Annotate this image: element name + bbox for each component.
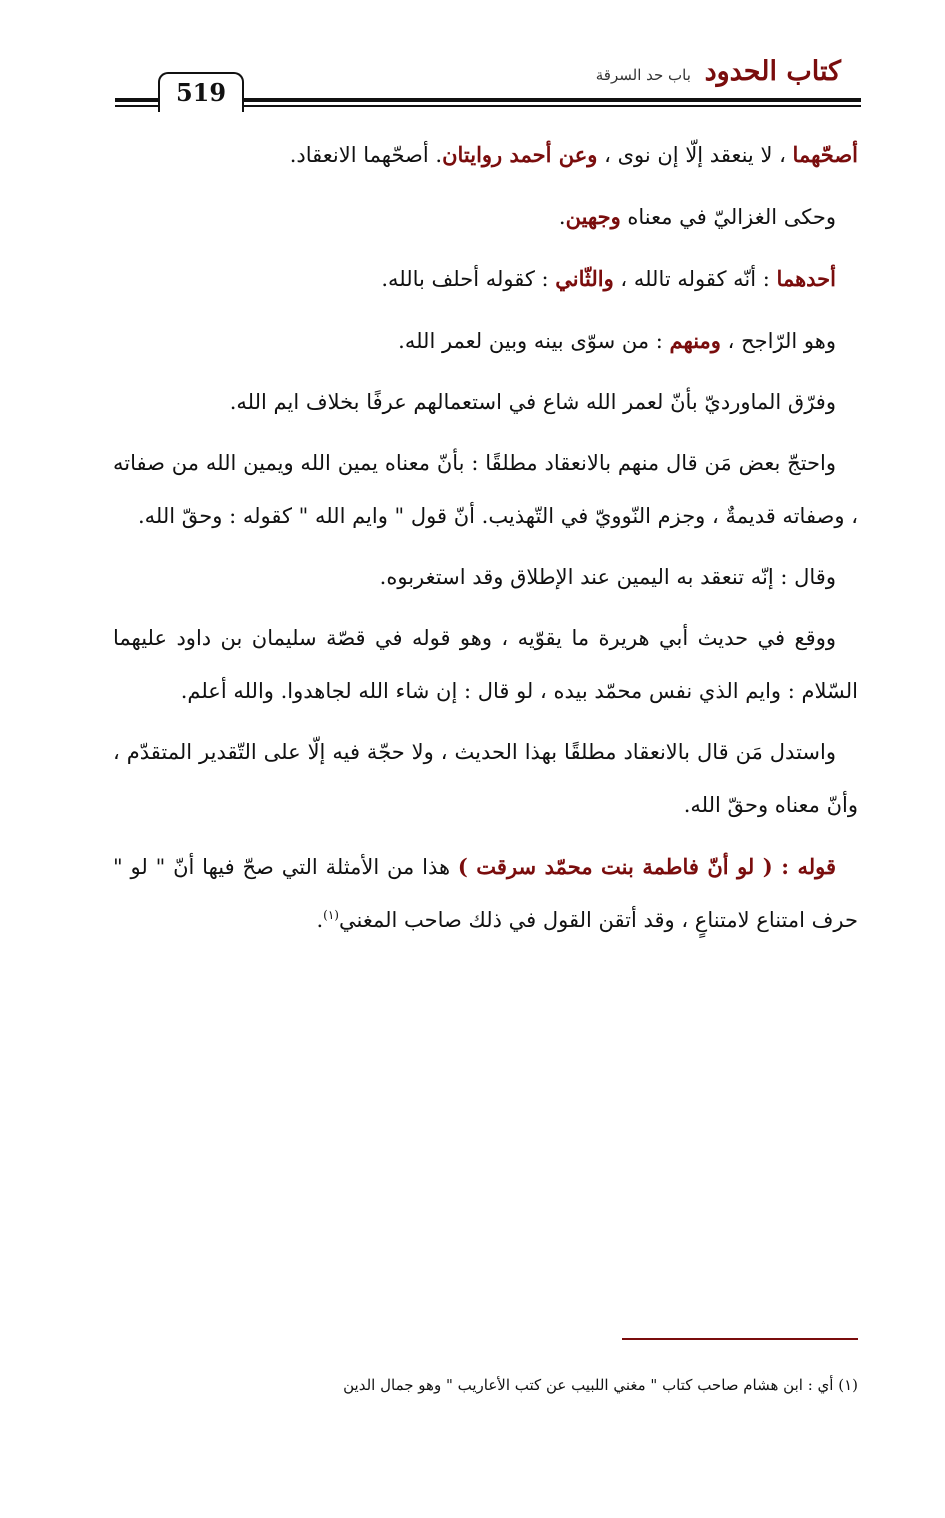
highlighted-text: ومنهم bbox=[669, 328, 721, 353]
highlighted-text: والثّاني bbox=[555, 266, 614, 291]
text-run: . bbox=[558, 205, 566, 229]
text-run: وحكى الغزاليّ في معناه bbox=[620, 205, 836, 229]
text-run: : كقوله أحلف بالله. bbox=[381, 267, 556, 291]
text-run: : أنّه كقوله تالله ، bbox=[613, 267, 777, 291]
text-run: وقال : إنّه تنعقد به اليمين عند الإطلاق وقد استغربوه. bbox=[379, 565, 836, 589]
paragraph bbox=[113, 612, 858, 718]
paragraph bbox=[113, 376, 858, 429]
text-run: واحتجّ بعض مَن قال منهم بالانعقاد مطلقًا : بأنّ معناه يمين الله ويمين الله من صفاته ، وصفاته قديمةٌ ، وجزم النّوويّ في التّهذيب. أنّ قول " وايم الله " كقوله : وحقّ الله. bbox=[113, 451, 858, 528]
paragraph bbox=[113, 726, 858, 832]
text-run: . bbox=[316, 908, 324, 932]
paragraph bbox=[113, 314, 858, 368]
paragraph bbox=[113, 128, 858, 182]
page-header bbox=[115, 52, 861, 112]
chapter-title: باب حد السرقة bbox=[595, 66, 691, 84]
text-run: هذا من الأمثلة التي صحّ فيها أنّ " لو " حرف امتناع لامتناعٍ ، وقد أتقن القول في ذلك صاحب المغني bbox=[113, 855, 858, 932]
footnote: (١) أي : ابن هشام صاحب كتاب " مغني اللبيب عن كتب الأعاريب " وهو جمال الدين bbox=[343, 1376, 858, 1394]
paragraph bbox=[113, 551, 858, 604]
highlighted-text: وعن أحمد روايتان bbox=[442, 142, 598, 167]
highlighted-text: أحدهما bbox=[776, 266, 836, 291]
text-run: وفرّق الماورديّ بأنّ لعمر الله شاع في استعمالهم عرفًا بخلاف ايم الله. bbox=[229, 390, 836, 414]
paragraph bbox=[113, 840, 858, 947]
text-run: وهو الرّاجح ، bbox=[720, 329, 836, 353]
highlighted-text: أصحّهما bbox=[792, 142, 858, 167]
running-head bbox=[596, 56, 841, 87]
paragraph bbox=[113, 252, 858, 306]
text-run: . أصحّهما الانعقاد. bbox=[289, 143, 443, 167]
body-text bbox=[113, 128, 858, 955]
book-title: كتاب الحدود bbox=[704, 56, 841, 87]
paragraph bbox=[113, 437, 858, 543]
text-run: واستدل مَن قال بالانعقاد مطلقًا بهذا الحديث ، ولا حجّة فيه إلّا على التّقدير المتقدّم ، وأنّ معناه وحقّ الله. bbox=[113, 740, 858, 817]
highlighted-text: وجهين bbox=[565, 204, 621, 229]
footnote-separator bbox=[622, 1338, 858, 1340]
paragraph bbox=[113, 190, 858, 244]
text-run: ووقع في حديث أبي هريرة ما يقوّيه ، وهو قوله في قصّة سليمان بن داود عليهما السّلام : وايم الذي نفس محمّد بيده ، لو قال : إن شاء الله لجاهدوا. والله أعلم. bbox=[113, 626, 858, 703]
footnote-ref: (١) bbox=[323, 908, 339, 922]
text-run: ، لا ينعقد إلّا إن نوى ، bbox=[597, 143, 793, 167]
text-run: : من سوّى بينه وبين لعمر الله. bbox=[398, 329, 670, 353]
page-number: 519 bbox=[158, 72, 244, 112]
highlighted-text: قوله : ( لو أنّ فاطمة بنت محمّد سرقت ) bbox=[457, 854, 836, 879]
